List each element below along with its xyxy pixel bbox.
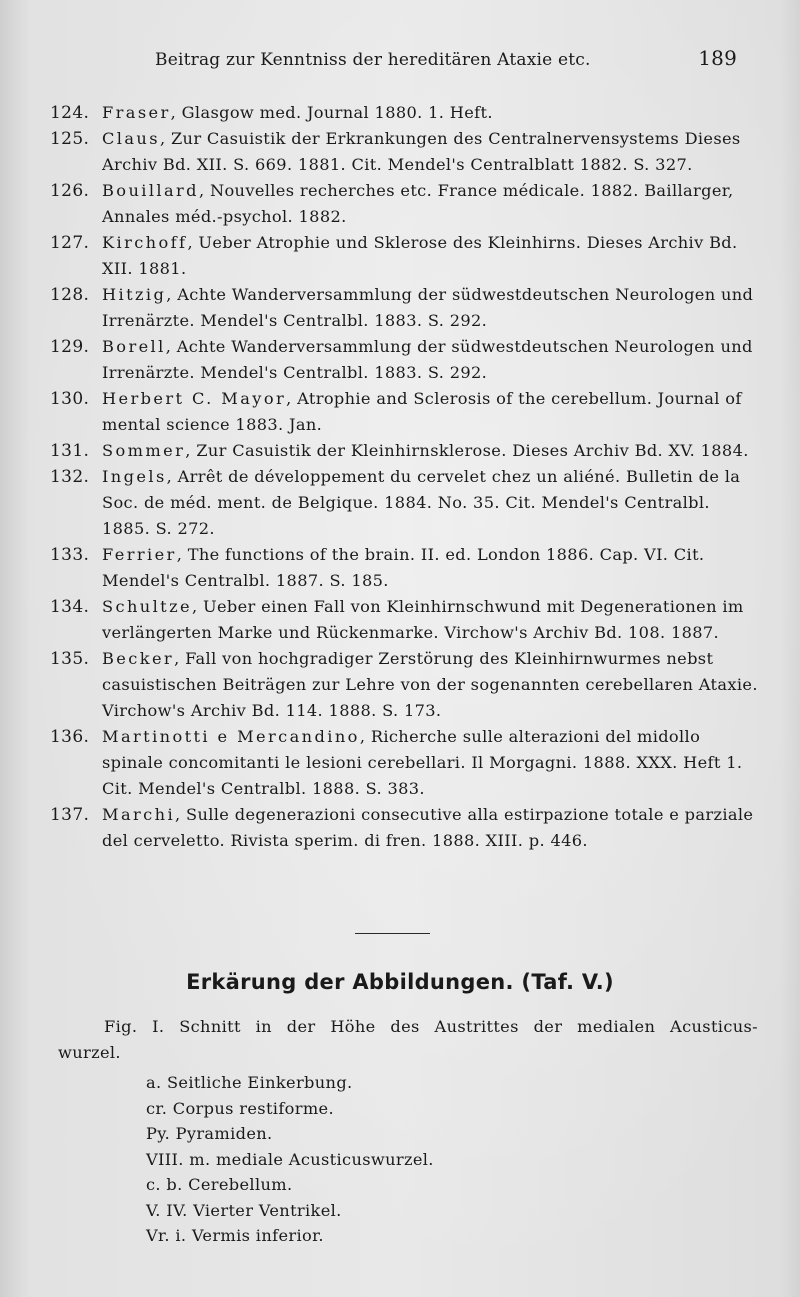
- reference-text: , Zur Casuistik der Erkrankungen des Centralnervensystems Dieses Archiv Bd. XII. S. 669. 1881. Cit. Mendel's Centralblatt 1882. S. 327.: [102, 129, 741, 174]
- reference-author: Sommer: [102, 441, 186, 460]
- figure-legend: [146, 1070, 546, 1249]
- legend-item: cr. Corpus restiforme.: [146, 1098, 334, 1118]
- reference-author: Ingels: [102, 467, 167, 486]
- reference-text: , Ueber einen Fall von Kleinhirnschwund mit Degenerationen im verlängerten Marke und Rückenmarke. Virchow's Archiv Bd. 108. 1887.: [102, 597, 744, 642]
- reference-number: 132.: [50, 467, 90, 487]
- legend-item: Vr. i. Vermis inferior.: [146, 1226, 324, 1245]
- reference-author: Borell: [102, 337, 166, 356]
- reference-text: , Achte Wanderversammlung der südwestdeutschen Neurologen und Irrenärzte. Mendel's Centralbl. 1883. S. 292.: [102, 285, 754, 330]
- reference-number: 131.: [50, 441, 90, 461]
- legend-item: Py. Pyramiden.: [146, 1124, 273, 1143]
- reference-author: Schultze: [102, 597, 192, 616]
- reference-text: , Zur Casuistik der Kleinhirnsklerose. Dieses Archiv Bd. XV. 1884.: [185, 441, 749, 460]
- page-number: 189: [698, 46, 737, 70]
- reference-author: Claus: [102, 129, 160, 148]
- running-header: [155, 46, 745, 76]
- figure-caption: [58, 1014, 758, 1066]
- reference-number: 134.: [50, 597, 90, 617]
- reference-author: Becker: [102, 649, 175, 668]
- legend-item: V. IV. Vierter Ventrikel.: [146, 1200, 342, 1220]
- reference-list: [50, 100, 760, 854]
- reference-text: , Nouvelles recherches etc. France médicale. 1882. Baillarger, Annales méd.-psychol. 1882.: [102, 181, 734, 226]
- reference-text: , Achte Wanderversammlung der südwestdeutschen Neurologen und Irrenärzte. Mendel's Centralbl. 1883. S. 292.: [102, 337, 753, 382]
- reference-number: 130.: [50, 389, 90, 409]
- reference-number: 137.: [50, 805, 90, 825]
- reference-number: 128.: [50, 285, 90, 305]
- reference-item: [50, 594, 760, 646]
- running-title: Beitrag zur Kenntniss der hereditären Ataxie etc.: [155, 50, 591, 70]
- reference-number: 135.: [50, 649, 90, 669]
- reference-author: Fraser: [102, 103, 171, 122]
- reference-item: [50, 230, 760, 282]
- reference-author: Bouillard: [102, 181, 199, 200]
- figure-caption-line: wurzel.: [58, 1043, 121, 1062]
- reference-author: Marchi: [102, 805, 176, 824]
- reference-item: [50, 178, 760, 230]
- reference-author: Martinotti e Mercandino: [102, 727, 360, 746]
- reference-author: Hitzig: [102, 285, 167, 304]
- legend-item: VIII. m. mediale Acusticuswurzel.: [146, 1149, 434, 1169]
- reference-item: [50, 438, 760, 464]
- legend-item: c. b. Cerebellum.: [146, 1175, 293, 1194]
- reference-text: , Arrêt de développement du cervelet chez un aliéné. Bulletin de la Soc. de méd. ment. de Belgique. 1884. No. 35. Cit. Mendel's Centralbl. 1885. S. 272.: [102, 467, 741, 538]
- reference-text: , Richerche sulle alterazioni del midollo spinale concomitanti le lesioni cerebellari. Il Morgagni. 1888. XXX. Heft 1. Cit. Mendel's Centralbl. 1888. S. 383.: [102, 727, 743, 798]
- reference-text: , Ueber Atrophie und Sklerose des Kleinhirns. Dieses Archiv Bd. XII. 1881.: [102, 233, 738, 278]
- reference-item: [50, 126, 760, 178]
- reference-item: [50, 386, 760, 438]
- reference-text: , Glasgow med. Journal 1880. 1. Heft.: [170, 103, 493, 122]
- reference-item: [50, 282, 760, 334]
- reference-number: 129.: [50, 337, 90, 357]
- reference-number: 133.: [50, 545, 90, 565]
- reference-number: 124.: [50, 103, 90, 123]
- reference-text: , Sulle degenerazioni consecutive alla estirpazione totale e parziale del cerveletto. Rivista sperim. di fren. 1888. XIII. p. 446.: [102, 805, 754, 850]
- reference-text: , The functions of the brain. II. ed. London 1886. Cap. VI. Cit. Mendel's Centralbl. 1887. S. 185.: [102, 545, 705, 590]
- reference-item: [50, 464, 760, 542]
- reference-text: , Atrophie and Sclerosis of the cerebellum. Journal of mental science 1883. Jan.: [102, 389, 742, 434]
- section-divider: [355, 933, 430, 934]
- reference-item: [50, 646, 760, 724]
- reference-item: [50, 724, 760, 802]
- legend-item: a. Seitliche Einkerbung.: [146, 1073, 353, 1092]
- reference-item: [50, 334, 760, 386]
- reference-number: 125.: [50, 129, 90, 149]
- reference-number: 127.: [50, 233, 90, 253]
- section-heading: Erkärung der Abbildungen. (Taf. V.): [186, 970, 614, 994]
- reference-number: 136.: [50, 727, 90, 747]
- reference-item: [50, 100, 760, 126]
- reference-text: , Fall von hochgradiger Zerstörung des Kleinhirnwurmes nebst casuistischen Beiträgen zur Lehre von der sogenannten cerebellaren Ataxie. Virchow's Archiv Bd. 114. 1888. S. 173.: [102, 649, 758, 720]
- reference-number: 126.: [50, 181, 90, 201]
- reference-author: Herbert C. Mayor: [102, 389, 287, 408]
- reference-author: Ferrier: [102, 545, 177, 564]
- reference-item: [50, 802, 760, 854]
- figure-caption-line: Fig. I. Schnitt in der Höhe des Austrittes der medialen Acusticus-: [104, 1017, 758, 1036]
- reference-item: [50, 542, 760, 594]
- reference-author: Kirchoff: [102, 233, 188, 252]
